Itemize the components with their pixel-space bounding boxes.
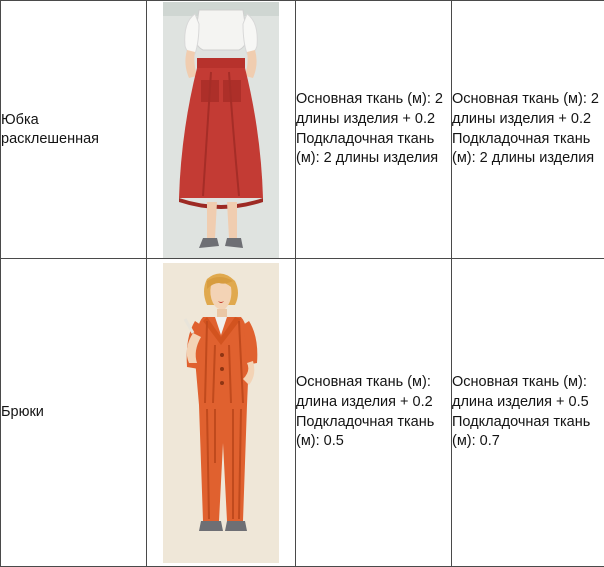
item-name-line-2: расклешенная — [1, 130, 146, 148]
item-name-line-1: Брюки — [1, 403, 146, 421]
table-row — [1, 259, 604, 567]
trousers-figure-icon — [163, 263, 279, 563]
item-image-cell-skirt — [147, 1, 296, 259]
item-name-cell-skirt — [1, 1, 147, 259]
item-name-cell-pants — [1, 259, 147, 567]
spec-cell-skirt-b: Основная ткань (м): 2 длины изделия + 0.2 Подкладочная ткань (м): 2 длины изделия — [452, 1, 604, 259]
trousers-illustration — [163, 263, 279, 563]
item-name-line-1: Юбка — [1, 111, 146, 129]
spec-cell-pants-a: Основная ткань (м): длина изделия + 0.2 Подкладочная ткань (м): 0.5 — [296, 259, 452, 567]
flared-skirt-illustration — [163, 2, 279, 258]
spec-cell-skirt-a: Основная ткань (м): 2 длины изделия + 0.2 Подкладочная ткань (м): 2 длины изделия — [296, 1, 452, 259]
item-image-cell-pants — [147, 259, 296, 567]
spec-cell-pants-b: Основная ткань (м): длина изделия + 0.5 Подкладочная ткань (м): 0.7 — [452, 259, 604, 567]
table-row — [1, 1, 604, 259]
flared-skirt-figure-icon — [163, 2, 279, 258]
